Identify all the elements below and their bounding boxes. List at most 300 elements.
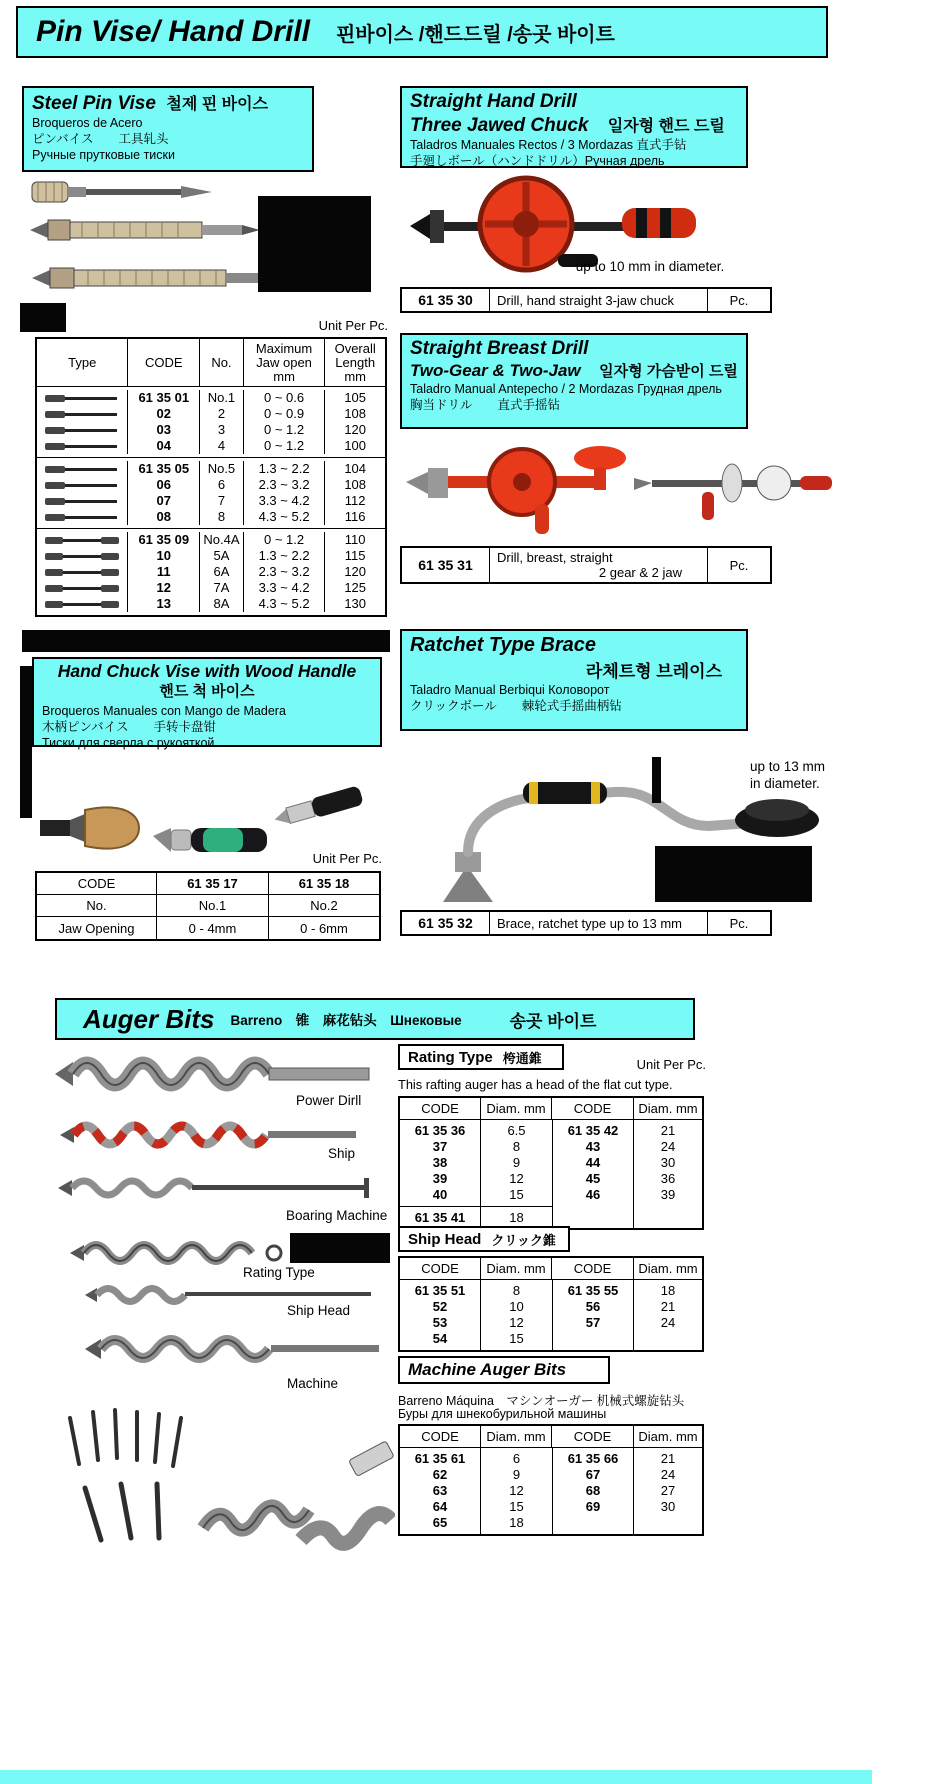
machine-auger-subtitle-ru: Буры для шнекобурильной машины: [398, 1407, 607, 1421]
code-value: 61 35 05: [138, 461, 190, 476]
table-right-main: [553, 1120, 702, 1228]
table-right-main: [553, 1280, 702, 1350]
item-description: [490, 548, 708, 582]
no-value: 8: [217, 509, 226, 524]
header-diam: Diam. mm: [638, 1101, 698, 1116]
type-cell: [37, 532, 128, 612]
scan-black-bar: [652, 757, 661, 803]
code-cell: [128, 461, 200, 525]
table-header-row: [37, 339, 385, 387]
header-jaw-line: Jaw open: [256, 354, 312, 370]
no-value: No.4A: [203, 532, 240, 547]
diam-value: 8: [512, 1283, 521, 1298]
scan-black-block: [258, 196, 371, 292]
code-value: 61 35 09: [138, 532, 190, 547]
header-code: CODE: [400, 1098, 481, 1119]
diam-value: 30: [660, 1155, 676, 1170]
brace-item-row: [400, 910, 772, 936]
jaw-value: 0 - 4mm: [157, 917, 269, 939]
no-value: No.1: [157, 895, 269, 916]
no-value: No.5: [207, 461, 236, 476]
steel-pin-vise-title: Steel Pin Vise: [32, 93, 156, 114]
bit-label-power-drill: Power Dirll: [296, 1093, 362, 1108]
straight-breast-drill-title2: Two-Gear & Two-Jaw: [410, 361, 581, 380]
bit-label-machine: Machine: [287, 1376, 339, 1391]
table-left-main: [400, 1120, 552, 1206]
length-value: 112: [344, 493, 366, 508]
steel-pin-vise-subtitle-jp: ピンバイス 工具轧头: [32, 132, 169, 146]
code-value: 61 35 51: [414, 1283, 466, 1298]
unit-per-pc-label: Unit Per Pc.: [636, 1057, 706, 1072]
code-value: 62: [432, 1467, 448, 1482]
code-cell: [128, 532, 200, 612]
diam-value: 12: [509, 1315, 524, 1330]
diam-value: 21: [660, 1299, 676, 1314]
table-left-half: [400, 1120, 553, 1228]
hand-chuck-vise-subtitle-ru: Тиски для сверла с рукояткой: [42, 736, 215, 750]
rating-type-title: Rating Type: [408, 1048, 493, 1066]
auger-bits-header: [55, 998, 695, 1040]
breast-drill-item-row: [400, 546, 772, 584]
table-left-main: [400, 1448, 552, 1534]
code-value: 13: [156, 596, 171, 611]
pin-vise-icon: [45, 497, 119, 506]
unit-per-pc-label: Unit Per Pc.: [318, 318, 388, 333]
length-value: 125: [344, 580, 367, 595]
jaw-value: 1.3 ~ 2.2: [258, 548, 310, 563]
table-right-half: [553, 1448, 702, 1534]
bit-label-ship: Ship: [328, 1146, 356, 1161]
table-row: [37, 873, 379, 895]
code-value: 43: [585, 1139, 601, 1154]
table-right-half: [553, 1120, 702, 1228]
diam-cell: [634, 1280, 702, 1350]
code-value: 68: [585, 1483, 601, 1498]
code-value: 11: [156, 564, 171, 579]
pin-vise-icon: [45, 600, 119, 609]
code-value: 02: [156, 406, 171, 421]
diam-value: 15: [509, 1499, 524, 1514]
straight-breast-drill-header: [400, 333, 748, 429]
diam-value: 18: [509, 1515, 524, 1530]
header-diam: Diam. mm: [481, 1426, 552, 1447]
ratchet-brace-title: Ratchet Type Brace: [410, 634, 596, 656]
table-left-main: [400, 1280, 552, 1350]
hand-chuck-vise-header: [32, 657, 382, 750]
pin-vise-icon: [45, 536, 119, 545]
no-value: 5A: [213, 548, 230, 563]
auger-bits-subtitle: Barreno 锥 麻花钻头 Шнековые: [230, 1013, 462, 1028]
diam-value: 12: [509, 1483, 524, 1498]
diam-value: 9: [512, 1155, 521, 1170]
bit-label-rating-type: Rating Type: [243, 1265, 315, 1280]
code-value: 61 35 36: [414, 1123, 466, 1138]
straight-hand-drill-title-korean: 일자형 핸드 드릴: [607, 118, 725, 135]
code-cell: [553, 1120, 634, 1228]
code-cell: [553, 1280, 634, 1350]
no-value: 7A: [213, 580, 230, 595]
code-value: 64: [432, 1499, 448, 1514]
no-value: 6A: [213, 564, 230, 579]
hand-chuck-vise-table: [35, 871, 381, 941]
table-header-row: [400, 1098, 702, 1120]
header-length: [325, 339, 385, 386]
jaw-value: 1.3 ~ 2.2: [258, 461, 310, 476]
header-code: CODE: [552, 1426, 634, 1447]
length-value: 104: [344, 461, 367, 476]
code-value: 39: [432, 1171, 448, 1186]
header-diam: Diam. mm: [638, 1429, 698, 1444]
jaw-value: 0 ~ 0.9: [264, 406, 305, 421]
no-value: 2: [217, 406, 226, 421]
header-length-line: Length: [335, 354, 376, 370]
code-value: 69: [585, 1499, 601, 1514]
row-label: Jaw Opening: [37, 917, 157, 939]
scan-black-bar: [20, 303, 66, 332]
jaw-value: 0 ~ 1.2: [264, 532, 305, 547]
code-value: 61 35 01: [138, 390, 190, 405]
type-cell: [37, 461, 128, 525]
header-code: CODE: [400, 1258, 481, 1279]
length-cell: [325, 390, 385, 454]
machine-auger-table: [398, 1424, 704, 1536]
diameter-note: up to 10 mm in diameter.: [575, 259, 725, 274]
pin-vise-icon: [45, 481, 119, 490]
steel-pin-vise-title-row: [32, 91, 304, 115]
ship-head-title: Ship Head: [408, 1230, 482, 1248]
jaw-value: 0 ~ 1.2: [264, 422, 305, 437]
auger-bits-cluster-image: [55, 1400, 395, 1552]
no-value: No.1: [207, 390, 236, 405]
diam-value: 27: [660, 1483, 676, 1498]
header-diam: Diam. mm: [638, 1261, 698, 1276]
straight-breast-drill-title: Straight Breast Drill: [410, 338, 589, 359]
diam-value: 24: [660, 1467, 676, 1482]
row-label: CODE: [37, 873, 157, 894]
item-code: 61 35 32: [402, 912, 490, 934]
hand-drill-item-row: [400, 287, 772, 313]
code-value: 12: [156, 580, 171, 595]
ship-head-table: [398, 1256, 704, 1352]
no-cell: [200, 390, 244, 454]
diam-value: 30: [660, 1499, 676, 1514]
table-body: [400, 1448, 702, 1534]
header-code: CODE: [128, 339, 200, 386]
diameter-note: [750, 758, 860, 792]
length-value: 120: [344, 564, 367, 579]
diam-value: 21: [660, 1123, 676, 1138]
code-value: 61 35 17: [157, 873, 269, 894]
hand-chuck-vise-title: Hand Chuck Vise with Wood Handle: [57, 661, 357, 681]
diam-value: 18: [660, 1283, 676, 1298]
code-value: 44: [585, 1155, 601, 1170]
header-jaw-line: mm: [273, 368, 295, 384]
diam-cell: [634, 1120, 702, 1228]
pin-vise-icon: [45, 394, 119, 403]
pin-vise-icon: [45, 442, 119, 451]
diam-value: 10: [509, 1299, 524, 1314]
code-value: 63: [432, 1483, 448, 1498]
table-body: [400, 1280, 702, 1350]
jaw-value: 3.3 ~ 4.2: [258, 580, 310, 595]
scan-black-bar: [20, 666, 32, 818]
hand-chuck-vise-subtitle-es: Broqueros Manuales con Mango de Madera: [42, 704, 286, 718]
diam-value: 6.5: [507, 1123, 526, 1138]
header-length-line: Overall: [334, 340, 376, 356]
straight-breast-drill-title2-row: [410, 360, 738, 381]
diam-value: 24: [660, 1315, 676, 1330]
jaw-value: 2.3 ~ 3.2: [258, 564, 310, 579]
ship-auger-image: [60, 1116, 360, 1154]
header-length-line: mm: [344, 368, 366, 384]
table-extra-row: [400, 1206, 552, 1228]
diam-value: 18: [509, 1210, 524, 1225]
header-no: No.: [200, 339, 244, 386]
length-value: 105: [344, 390, 367, 405]
diam-value: 24: [660, 1139, 676, 1154]
diam-value: 9: [512, 1467, 521, 1482]
straight-breast-drill-subtitle-jp: 胸当ドリル 直式手摇钻: [410, 398, 561, 412]
header-diam: Diam. mm: [481, 1258, 552, 1279]
jaw-cell: [244, 390, 326, 454]
code-value: 54: [432, 1331, 448, 1346]
code-value: 38: [432, 1155, 448, 1170]
page-title-korean: 핀바이스 /핸드드릴 /송곳 바이트: [335, 23, 615, 46]
diam-value: 36: [660, 1171, 676, 1186]
ratchet-brace-subtitle-jp: クリックボール 棘轮式手摇曲柄钻: [410, 699, 622, 713]
length-cell: [325, 532, 385, 612]
ratchet-brace-subtitle-es: Taladro Manual Berbiqui Коловорот: [410, 683, 610, 697]
length-value: 130: [344, 596, 367, 611]
straight-hand-drill-subtitle-es: Taladros Manuales Rectos / 3 Mordazas 直式手钻: [410, 138, 687, 152]
auger-bits-title: Auger Bits: [83, 1003, 215, 1034]
diam-cell: [634, 1448, 702, 1534]
machine-auger-box: [398, 1356, 610, 1384]
ship-head-title-jp: クリック錐: [491, 1232, 556, 1248]
straight-hand-drill-header: [400, 86, 748, 168]
bottom-accent-bar: [0, 1770, 872, 1784]
header-code: CODE: [400, 1426, 481, 1447]
diam-cell: [481, 1448, 552, 1534]
item-unit: Pc.: [729, 557, 749, 573]
pin-vise-icon: [45, 410, 119, 419]
ratchet-brace-header: [400, 629, 748, 731]
code-value: 10: [156, 548, 171, 563]
jaw-value: 3.3 ~ 4.2: [258, 493, 310, 508]
power-drill-auger-image: [55, 1050, 375, 1098]
code-value: 65: [432, 1515, 448, 1530]
table-row-group: [37, 529, 385, 615]
item-code: 61 35 30: [402, 289, 490, 311]
diam-cell: [481, 1280, 552, 1350]
steel-pin-vise-subtitle-ru: Ручные прутковые тиски: [32, 148, 175, 162]
jaw-value: 0 - 6mm: [300, 920, 348, 936]
rating-type-title-jp: 桍通錐: [502, 1050, 542, 1066]
jaw-value: 4.3 ~ 5.2: [258, 596, 310, 611]
row-label: No.: [37, 895, 157, 916]
item-description-line: Brace, ratchet type up to 13 mm: [497, 915, 682, 931]
rating-type-box: [398, 1044, 564, 1070]
diam-value: 15: [509, 1187, 524, 1202]
item-unit: Pc.: [729, 292, 749, 308]
code-cell: [400, 1448, 481, 1534]
pin-vise-icon: [45, 584, 119, 593]
code-value: 67: [585, 1467, 601, 1482]
table-row-group: [37, 458, 385, 529]
header-diam: Diam. mm: [481, 1098, 552, 1119]
code-value: 57: [585, 1315, 601, 1330]
pin-vise-icon: [45, 426, 119, 435]
code-value: 37: [432, 1139, 448, 1154]
code-value: 04: [156, 438, 171, 453]
item-description-line: 2 gear & 2 jaw: [598, 565, 682, 580]
diameter-note-line: up to 13 mm: [750, 759, 826, 774]
straight-breast-drill-title-korean: 일자형 가슴받이 드릴: [599, 363, 738, 380]
no-cell: [200, 461, 244, 525]
length-value: 116: [344, 509, 366, 524]
diam-value: 8: [512, 1139, 521, 1154]
code-value: 56: [585, 1299, 601, 1314]
code-value: 61 35 41: [400, 1207, 481, 1228]
jaw-cell: [244, 461, 326, 525]
length-value: 100: [344, 438, 367, 453]
bit-label-boring-machine: Boaring Machine: [286, 1208, 388, 1223]
diam-value: 6: [512, 1451, 521, 1466]
code-value: 46: [585, 1187, 601, 1202]
jaw-cell: [244, 532, 326, 612]
machine-auger-title: Machine Auger Bits: [408, 1360, 567, 1379]
page-header: [16, 6, 828, 58]
diam-cell: [481, 1120, 552, 1206]
machine-auger-image: [85, 1328, 385, 1370]
item-description: [490, 289, 708, 311]
straight-hand-drill-title: Straight Hand Drill: [410, 91, 577, 112]
code-value: 61 35 18: [298, 876, 350, 891]
steel-pin-vise-subtitle-es: Broqueros de Acero: [32, 116, 143, 130]
jaw-value: 4.3 ~ 5.2: [258, 509, 310, 524]
diam-value: 39: [660, 1187, 676, 1202]
table-body: [400, 1120, 702, 1228]
code-value: 52: [432, 1299, 448, 1314]
jaw-value: 2.3 ~ 3.2: [258, 477, 310, 492]
length-value: 108: [344, 477, 367, 492]
straight-breast-drill-subtitle-es: Taladro Manual Antepecho / 2 Mordazas Грудная дрель: [410, 382, 722, 396]
hand-chuck-vise-title-korean: 핸드 척 바이스: [159, 683, 255, 700]
ratchet-brace-title-korean: 라체트형 브레이스: [585, 662, 722, 681]
item-description: [490, 912, 708, 934]
no-value: 4: [217, 438, 226, 453]
code-value: 07: [156, 493, 171, 508]
table-row: [37, 895, 379, 917]
code-cell: [553, 1448, 634, 1534]
type-cell: [37, 390, 128, 454]
item-unit: Pc.: [729, 915, 749, 931]
hand-chuck-vise-subtitle-jp: 木柄ピンバイス 手转卡盘钳: [42, 720, 217, 734]
straight-hand-drill-title2-row: [410, 113, 738, 137]
straight-breast-drill-image: [402, 432, 837, 544]
code-value: 06: [156, 477, 171, 492]
straight-hand-drill-title2: Three Jawed Chuck: [410, 115, 589, 136]
header-type: Type: [37, 339, 128, 386]
boring-machine-auger-image: [58, 1170, 378, 1206]
item-description-line: Drill, breast, straight: [497, 550, 613, 565]
code-value: 03: [156, 422, 171, 437]
table-row: [37, 917, 379, 939]
code-cell: [400, 1120, 481, 1206]
ship-head-box: [398, 1226, 570, 1252]
code-value: 61 35 42: [567, 1123, 619, 1138]
no-value: 7: [217, 493, 226, 508]
steel-pin-vise-header: [22, 86, 314, 172]
no-value: 3: [217, 422, 226, 437]
rating-type-table: [398, 1096, 704, 1230]
table-header-row: [400, 1258, 702, 1280]
code-value: 61 35 61: [414, 1451, 466, 1466]
code-cell: [128, 390, 200, 454]
pin-vise-icon: [45, 513, 119, 522]
jaw-value: 0 ~ 1.2: [264, 438, 305, 453]
code-value: 61 35 66: [567, 1451, 619, 1466]
no-value: 6: [217, 477, 226, 492]
length-cell: [325, 461, 385, 525]
table-right-half: [553, 1280, 702, 1350]
item-code: 61 35 31: [402, 548, 490, 582]
table-right-main: [553, 1448, 702, 1534]
code-value: 61 35 55: [567, 1283, 619, 1298]
header-jaw: [244, 339, 326, 386]
code-value: 45: [585, 1171, 601, 1186]
code-value: 40: [432, 1187, 448, 1202]
steel-pin-vise-title-korean: 철제 핀 바이스: [166, 96, 269, 113]
table-row-group: [37, 387, 385, 458]
straight-hand-drill-subtitle-jp: 手廻しボール（ハンドドリル）Ручная дрель: [410, 154, 665, 168]
scan-black-bar: [22, 630, 390, 652]
length-value: 120: [344, 422, 367, 437]
diameter-note-line: in diameter.: [750, 776, 820, 791]
pin-vise-icon: [45, 552, 119, 561]
diam-value: 15: [509, 1331, 524, 1346]
item-description-line: Drill, hand straight 3-jaw chuck: [497, 292, 675, 308]
no-cell: [200, 532, 244, 612]
length-value: 108: [344, 406, 367, 421]
unit-per-pc-label: Unit Per Pc.: [312, 851, 382, 866]
pin-vise-icon: [45, 568, 119, 577]
steel-pin-vise-table: [35, 337, 387, 617]
header-code: CODE: [552, 1258, 634, 1279]
table-left-half: [400, 1448, 553, 1534]
bit-label-ship-head: Ship Head: [287, 1303, 351, 1318]
code-value: 53: [432, 1315, 448, 1330]
pin-vise-icon: [45, 465, 119, 474]
page-title: Pin Vise/ Hand Drill: [36, 15, 310, 48]
auger-bits-title-korean: 송곳 바이트: [509, 1011, 597, 1031]
header-code: CODE: [552, 1098, 634, 1119]
diam-value: 21: [660, 1451, 676, 1466]
length-value: 110: [344, 532, 366, 547]
jaw-value: 0 ~ 0.6: [264, 390, 305, 405]
machine-auger-subtitle-es: Barreno Máquina マシンオーガー 机械式螺旋钻头: [398, 1394, 685, 1408]
header-jaw-line: Maximum: [255, 340, 313, 356]
table-header-row: [400, 1426, 702, 1448]
no-value: No.2: [310, 898, 338, 913]
no-value: 8A: [213, 596, 230, 611]
code-cell: [400, 1280, 481, 1350]
code-value: 08: [156, 509, 171, 524]
table-left-half: [400, 1280, 553, 1350]
scan-black-block: [290, 1233, 390, 1263]
diam-value: 12: [509, 1171, 524, 1186]
length-value: 115: [344, 548, 366, 563]
